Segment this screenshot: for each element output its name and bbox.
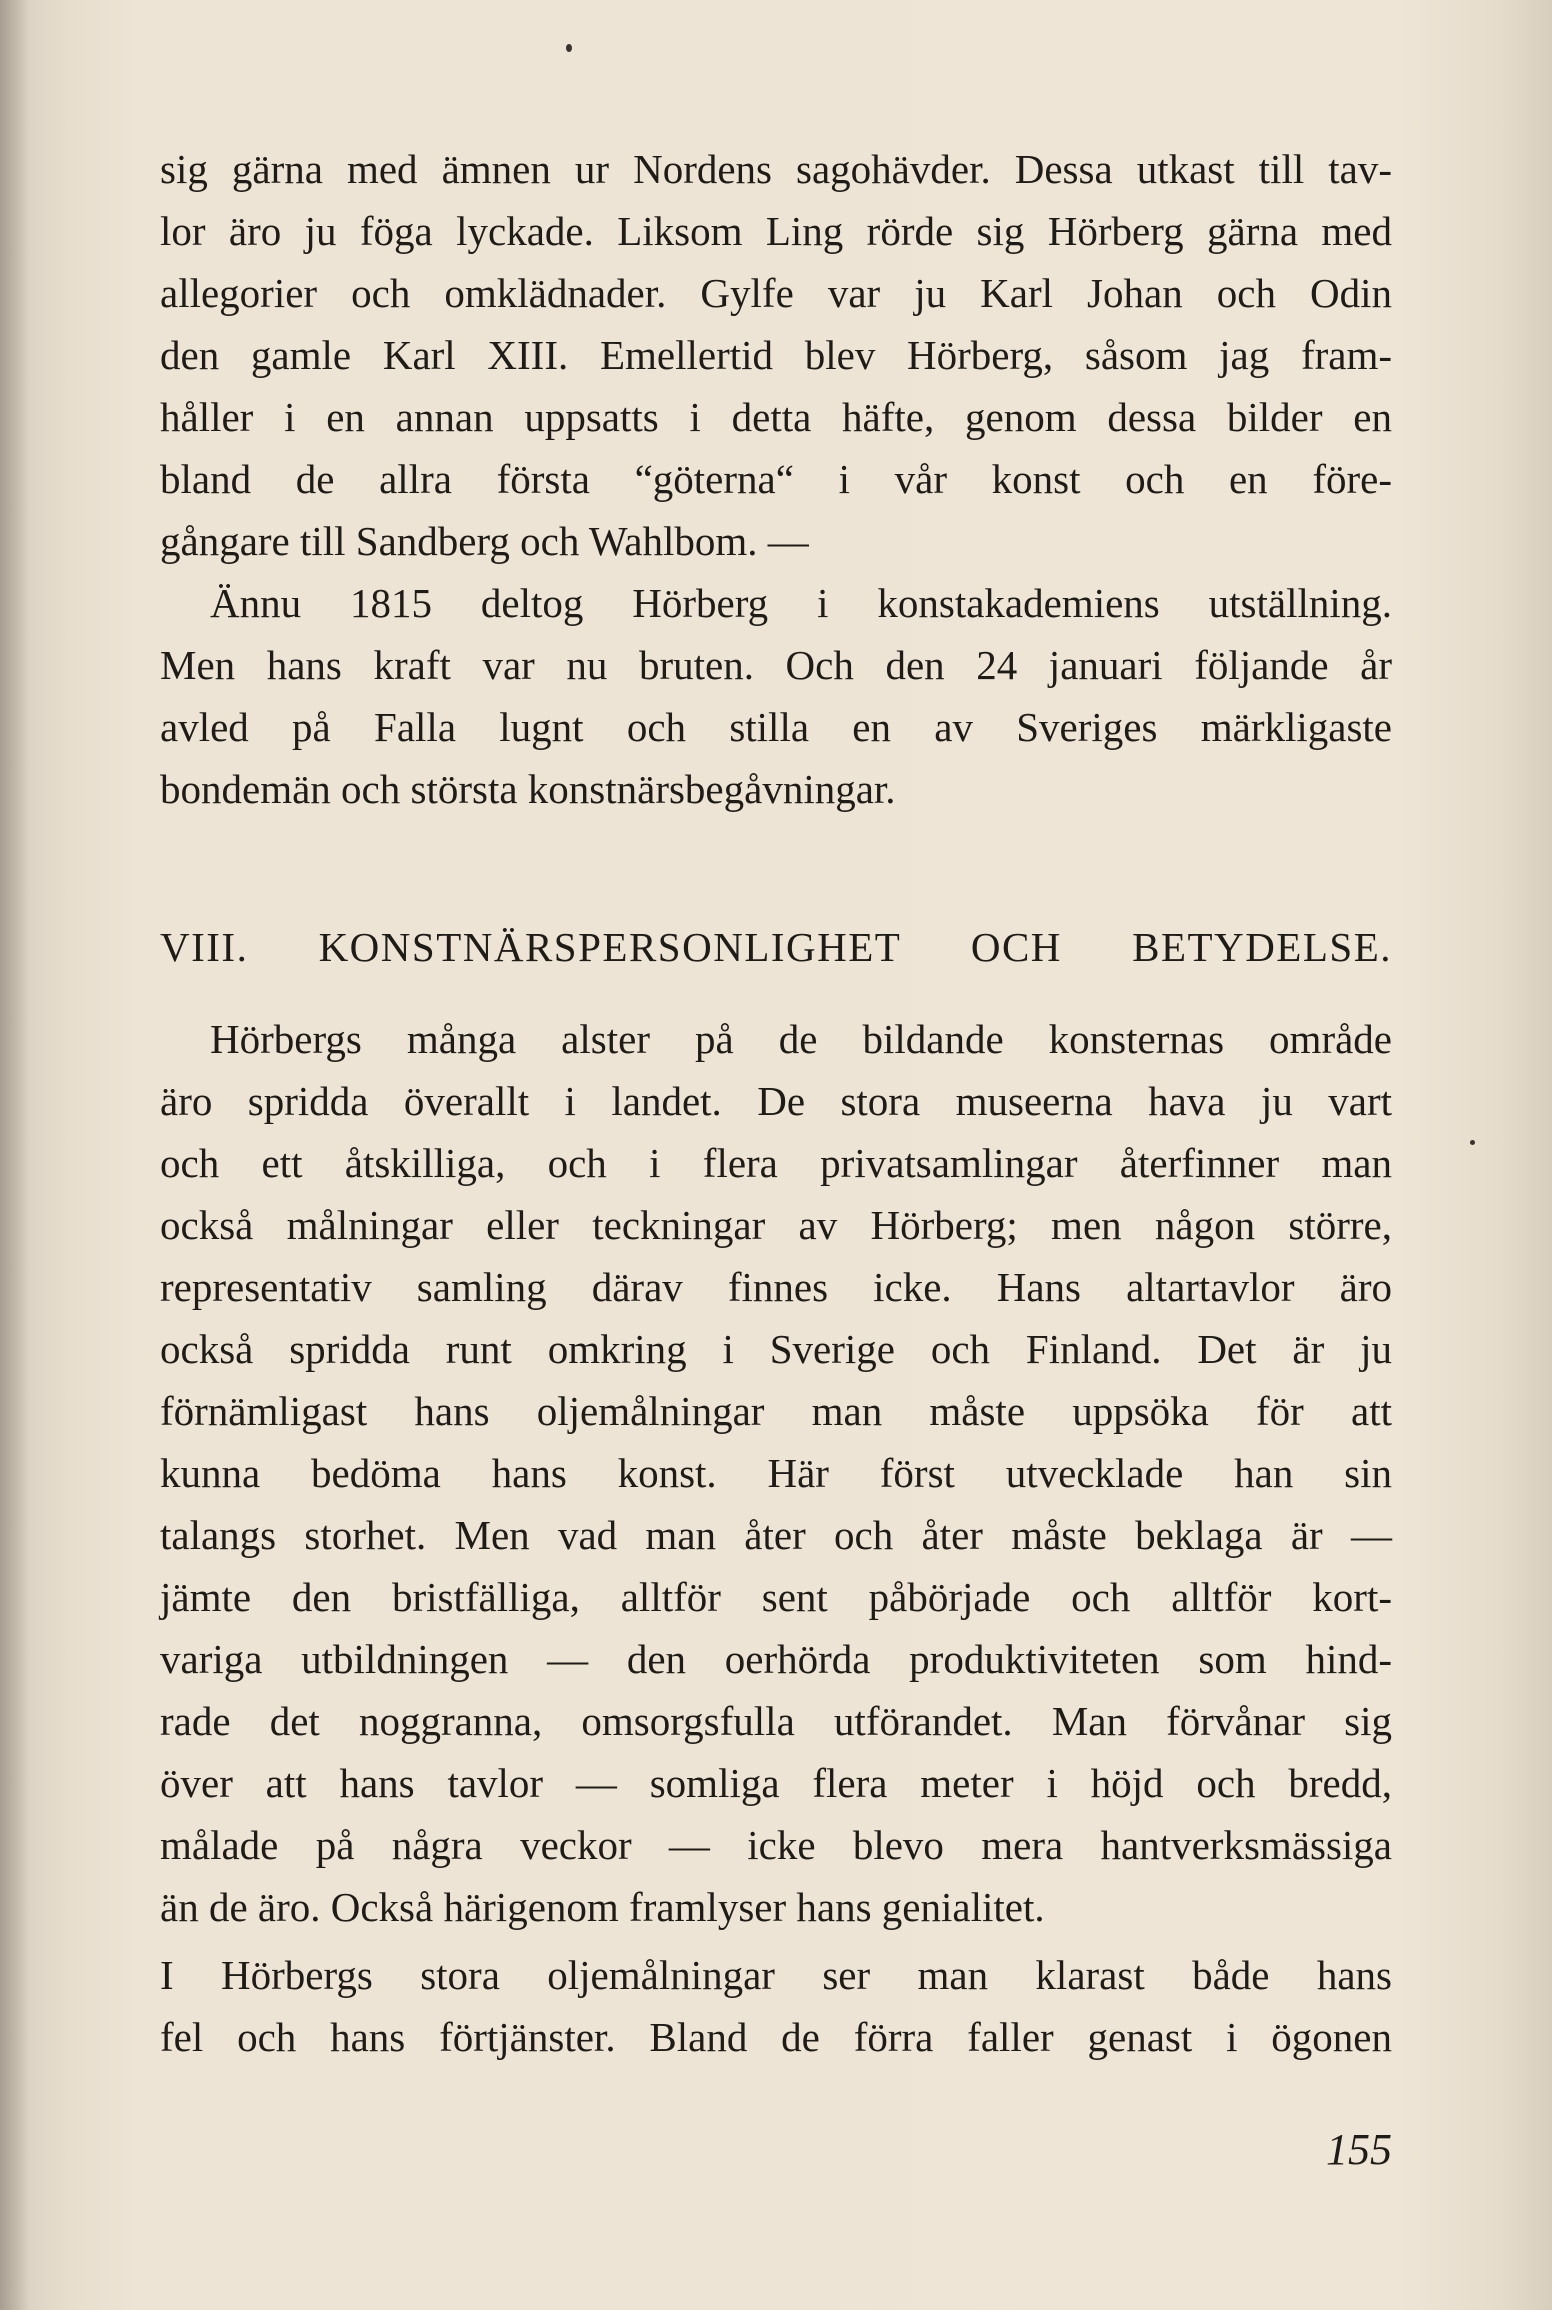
text-line: och ett åtskilliga, och i flera privatsamlingar återfinner man (160, 1140, 1392, 1186)
text-line: talangs storhet. Men vad man åter och åter måste beklaga är — (160, 1512, 1392, 1558)
text-line: Ännu 1815 deltog Hörberg i konstakademiens utställning. (210, 580, 1392, 626)
text-line: Hörbergs många alster på de bildande konsternas område (210, 1016, 1392, 1062)
text-line: bland de allra första “göterna“ i vår konst och en före- (160, 456, 1392, 502)
text-line: den gamle Karl XIII. Emellertid blev Hörberg, såsom jag fram- (160, 332, 1392, 378)
text-line: äro spridda överallt i landet. De stora museerna hava ju vart (160, 1078, 1392, 1124)
section-heading: VIII. KONSTNÄRSPERSONLIGHET OCH BETYDELSE. (160, 924, 1392, 970)
gutter-shadow (0, 0, 30, 2310)
text-line: fel och hans förtjänster. Bland de förra faller genast i ögonen (160, 2014, 1392, 2060)
paragraph-top (160, 138, 1392, 572)
text-line: rade det noggranna, omsorgsfulla utförandet. Man förvånar sig (160, 1698, 1392, 1744)
text-line: sig gärna med ämnen ur Nordens sagohävder. Dessa utkast till tav- (160, 146, 1392, 192)
text-line: allegorier och omklädnader. Gylfe var ju Karl Johan och Odin (160, 270, 1392, 316)
text-line: också målningar eller teckningar av Hörberg; men någon större, (160, 1202, 1392, 1248)
text-line: håller i en annan uppsatts i detta häfte, genom dessa bilder en (160, 394, 1392, 440)
ink-speck (1470, 1140, 1475, 1145)
paragraph-2 (160, 572, 1392, 820)
text-line: målade på några veckor — icke blevo mera hantverksmässiga (160, 1822, 1392, 1868)
ink-speck (566, 44, 572, 52)
text-line: representativ samling därav finnes icke. Hans altartavlor äro (160, 1264, 1392, 1310)
text-line: I Hörbergs stora oljemålningar ser man klarast både hans (160, 1952, 1392, 1998)
text-line: förnämligast hans oljemålningar man måste uppsöka för att (160, 1388, 1392, 1434)
text-line: jämte den bristfälliga, alltför sent påbörjade och alltför kort- (160, 1574, 1392, 1620)
text-line: variga utbildningen — den oerhörda produktiviteten som hind- (160, 1636, 1392, 1682)
text-line: kunna bedöma hans konst. Här först utvecklade han sin (160, 1450, 1392, 1496)
paragraph-3 (160, 1008, 1392, 1938)
text-line: över att hans tavlor — somliga flera meter i höjd och bredd, (160, 1760, 1392, 1806)
paragraph-4 (160, 1944, 1392, 2068)
text-line: lor äro ju föga lyckade. Liksom Ling rörde sig Hörberg gärna med (160, 208, 1392, 254)
page-number: 155 (1326, 2125, 1392, 2174)
text-line: bondemän och största konstnärsbegåvningar. (160, 766, 896, 812)
text-line: gångare till Sandberg och Wahlbom. — (160, 518, 809, 564)
text-line: Men hans kraft var nu bruten. Och den 24 januari följande år (160, 642, 1392, 688)
text-line: än de äro. Också härigenom framlyser hans genialitet. (160, 1884, 1045, 1930)
text-line: också spridda runt omkring i Sverige och Finland. Det är ju (160, 1326, 1392, 1372)
text-line: avled på Falla lugnt och stilla en av Sveriges märkligaste (160, 704, 1392, 750)
